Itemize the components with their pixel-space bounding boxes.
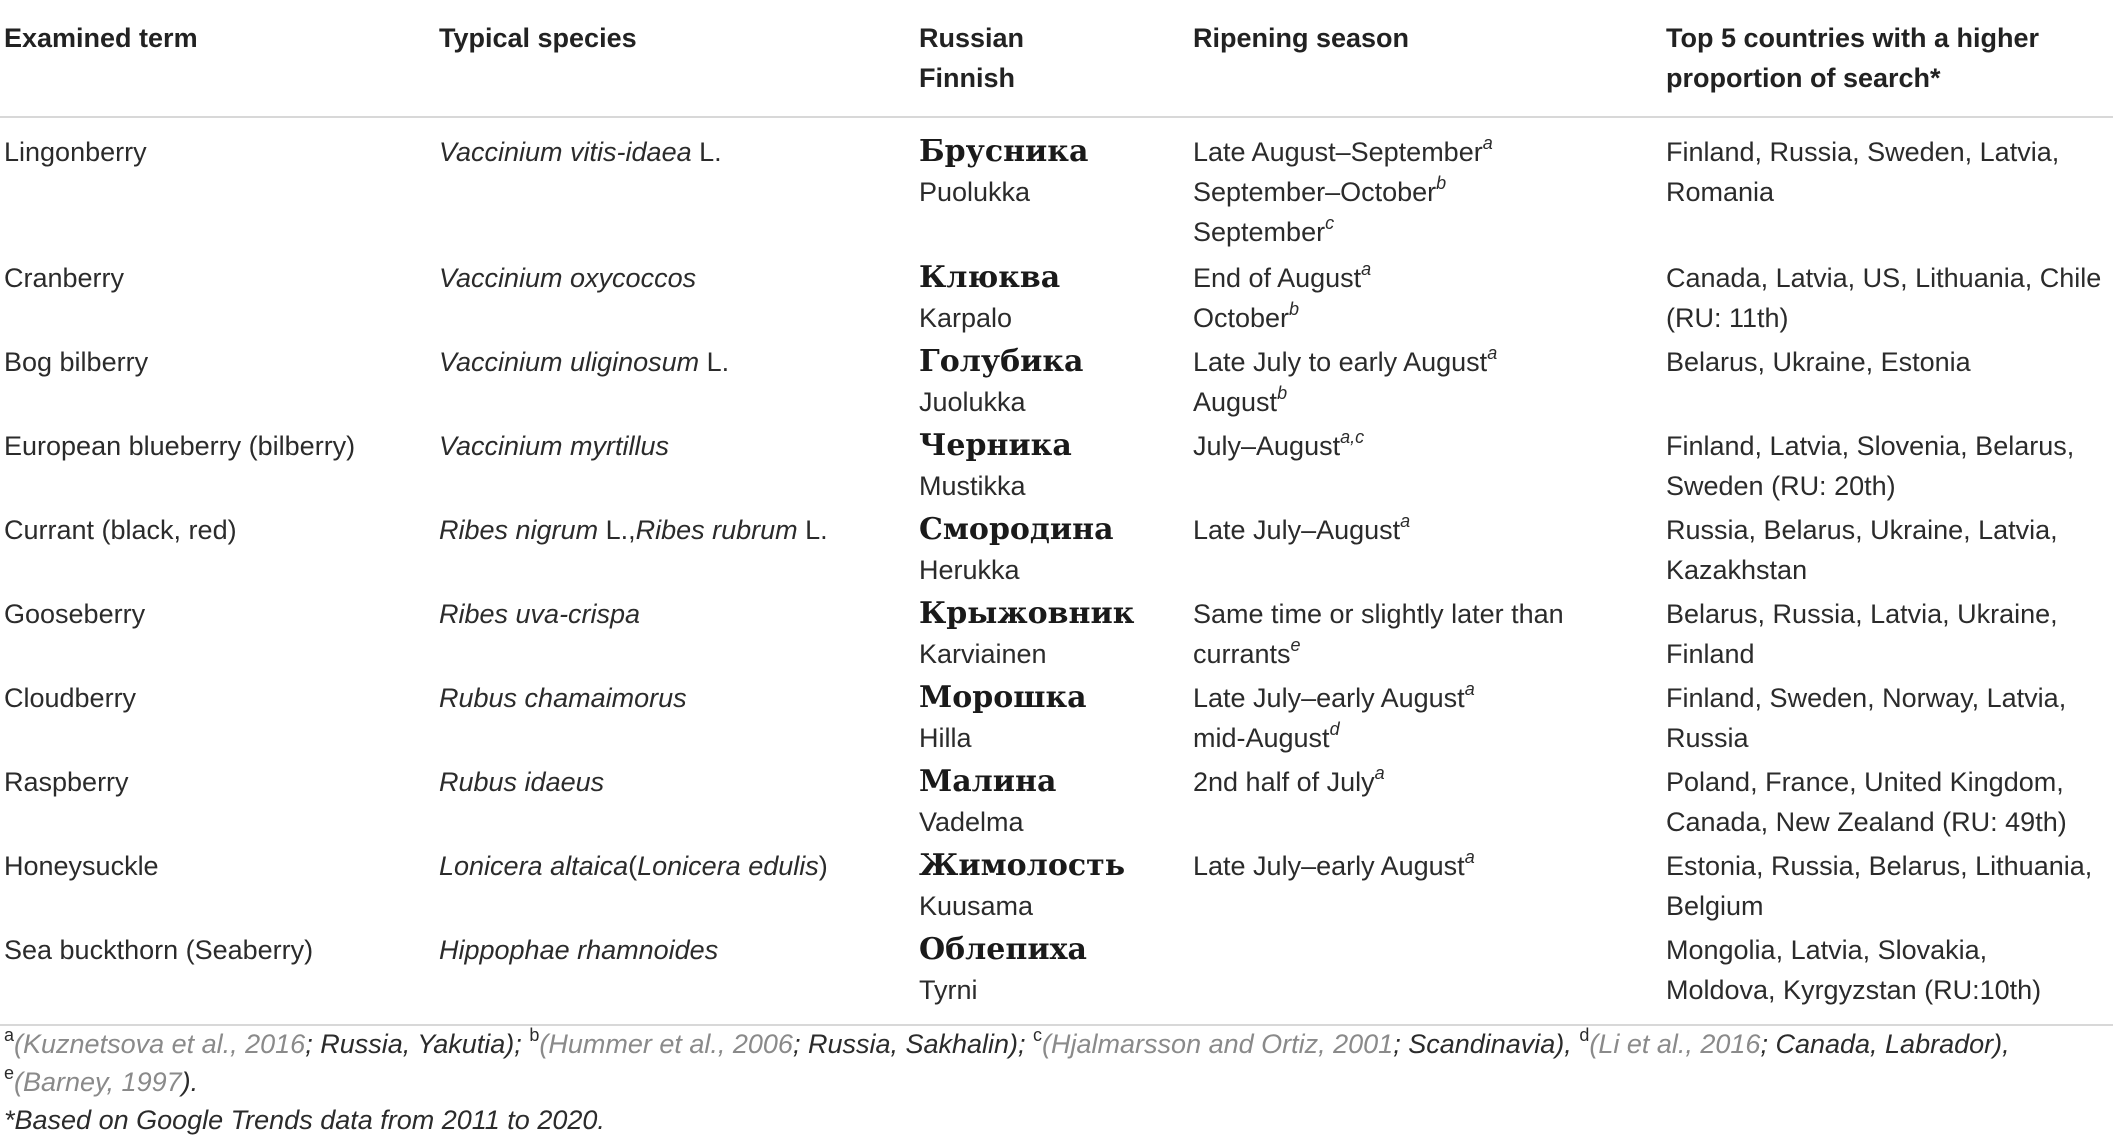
species-authority: L. — [691, 137, 722, 167]
cell-top5-countries — [1662, 426, 2113, 510]
countries-line: Belarus, Ukraine, Estonia — [1666, 347, 1971, 377]
cell-ripening-season — [1189, 342, 1662, 426]
cell-russian-finnish — [915, 426, 1189, 510]
countries-line: Canada, New Zealand (RU: 49th) — [1666, 807, 2067, 837]
finnish-name: Tyrni — [919, 975, 978, 1005]
finnish-name: Puolukka — [919, 177, 1031, 207]
season-text: 2nd half of July — [1193, 767, 1375, 797]
season-text: mid-August — [1193, 723, 1330, 753]
countries-line: Estonia, Russia, Belarus, Lithuania, — [1666, 851, 2093, 881]
cell-top5-countries — [1662, 678, 2113, 762]
russian-name: Смородина — [919, 512, 1114, 547]
season-footnote-marker: a — [1464, 847, 1475, 867]
header-top5-line2: proportion of search* — [1666, 63, 1941, 93]
cell-ripening-season — [1189, 930, 1662, 1025]
cell-ripening-season — [1189, 510, 1662, 594]
cell-russian-finnish — [915, 846, 1189, 930]
footnote-b-marker: b — [529, 1025, 540, 1045]
countries-line: Russia — [1666, 723, 1749, 753]
footnote-d-citation[interactable]: (Li et al., 2016 — [1589, 1029, 1761, 1059]
cell-ripening-season — [1189, 426, 1662, 510]
footnote-c-citation[interactable]: (Hjalmarsson and Ortiz, 2001 — [1042, 1029, 1394, 1059]
cell-top5-countries — [1662, 930, 2113, 1025]
finnish-name: Vadelma — [919, 807, 1024, 837]
russian-name: Клюква — [919, 260, 1061, 295]
countries-line: (RU: 11th) — [1666, 303, 1789, 333]
season-text: August — [1193, 387, 1278, 417]
cell-typical-species — [435, 342, 915, 426]
finnish-name: Herukka — [919, 555, 1020, 585]
season-text: Late July–August — [1193, 515, 1401, 545]
species-name-2: Lonicera edulis — [637, 851, 819, 881]
countries-line: Canada, Latvia, US, Lithuania, Chile — [1666, 263, 2102, 293]
russian-name: Черника — [919, 428, 1072, 463]
season-line — [1193, 212, 1662, 252]
season-line — [1193, 132, 1662, 172]
table-header-row — [0, 18, 2113, 117]
season-footnote-marker: a — [1374, 763, 1385, 783]
countries-line: Mongolia, Latvia, Slovakia, — [1666, 935, 1988, 965]
finnish-name: Mustikka — [919, 471, 1026, 501]
footnote-references-line2 — [4, 1063, 2104, 1101]
season-footnote-marker: a — [1400, 511, 1411, 531]
berries-table — [0, 18, 2113, 1026]
cell-typical-species — [435, 930, 915, 1025]
species-authority: L. — [699, 347, 730, 377]
cell-ripening-season — [1189, 594, 1662, 678]
season-text: Late July to early August — [1193, 347, 1488, 377]
season-footnote-marker: c — [1325, 213, 1335, 233]
footnote-e-marker: e — [4, 1063, 15, 1083]
species-authority: L., — [598, 515, 636, 545]
cell-typical-species — [435, 678, 915, 762]
table-row — [0, 594, 2113, 678]
cell-ripening-season — [1189, 762, 1662, 846]
finnish-name: Kuusama — [919, 891, 1034, 921]
countries-line: Finland — [1666, 639, 1755, 669]
table-footnotes — [4, 1025, 2104, 1139]
countries-line: Russia, Belarus, Ukraine, Latvia, — [1666, 515, 2058, 545]
cell-typical-species — [435, 762, 915, 846]
countries-line: Belarus, Russia, Latvia, Ukraine, — [1666, 599, 2058, 629]
footnote-e-citation[interactable]: (Barney, 1997 — [14, 1067, 182, 1097]
cell-top5-countries — [1662, 846, 2113, 930]
season-text: July–August — [1193, 431, 1341, 461]
cell-top5-countries — [1662, 342, 2113, 426]
cell-typical-species — [435, 846, 915, 930]
cell-examined-term: Bog bilberry — [4, 347, 149, 377]
russian-name: Морошка — [919, 680, 1087, 715]
species-name: Vaccinium myrtillus — [439, 431, 670, 461]
footnote-a-citation[interactable]: (Kuznetsova et al., 2016 — [14, 1029, 306, 1059]
finnish-name: Juolukka — [919, 387, 1026, 417]
cell-ripening-season — [1189, 258, 1662, 342]
species-authority-2: L. — [797, 515, 828, 545]
season-text: Late July–early August — [1193, 683, 1465, 713]
table-row — [0, 426, 2113, 510]
footnote-d-text: ; Canada, Labrador), — [1760, 1029, 2010, 1059]
species-name: Lonicera altaica — [439, 851, 629, 881]
finnish-name: Hilla — [919, 723, 972, 753]
season-text: Late July–early August — [1193, 851, 1465, 881]
season-text: September — [1193, 217, 1326, 247]
header-top5-line1: Top 5 countries with a higher — [1666, 23, 2040, 53]
season-line — [1193, 594, 1662, 634]
footnote-d-marker: d — [1579, 1025, 1590, 1045]
season-text: October — [1193, 303, 1290, 333]
footnote-e-text: ). — [181, 1067, 199, 1097]
cell-examined-term: Sea buckthorn (Seaberry) — [4, 935, 314, 965]
russian-name: Голубика — [919, 344, 1084, 379]
season-footnote-marker: d — [1329, 719, 1340, 739]
season-line — [1193, 510, 1662, 550]
cell-examined-term: Currant (black, red) — [4, 515, 237, 545]
russian-name: Жимолость — [919, 848, 1126, 883]
cell-russian-finnish — [915, 510, 1189, 594]
russian-name: Крыжовник — [919, 596, 1135, 631]
countries-line: Kazakhstan — [1666, 555, 1808, 585]
cell-ripening-season — [1189, 678, 1662, 762]
season-footnote-marker: a — [1361, 259, 1372, 279]
season-line — [1193, 342, 1662, 382]
cell-ripening-season — [1189, 117, 1662, 258]
cell-top5-countries — [1662, 594, 2113, 678]
cell-examined-term: Lingonberry — [4, 137, 147, 167]
cell-russian-finnish — [915, 258, 1189, 342]
countries-line: Moldova, Kyrgyzstan (RU:10th) — [1666, 975, 2042, 1005]
season-text: currants — [1193, 639, 1291, 669]
cell-russian-finnish — [915, 117, 1189, 258]
table-row — [0, 930, 2113, 1025]
cell-russian-finnish — [915, 594, 1189, 678]
footnote-references — [4, 1025, 2104, 1063]
russian-name: Облепиха — [919, 932, 1087, 967]
season-text: Same time or slightly later than — [1193, 599, 1564, 629]
season-footnote-marker: a,c — [1340, 427, 1365, 447]
season-line — [1193, 762, 1662, 802]
species-name: Vaccinium uliginosum — [439, 347, 700, 377]
species-authority: ( — [628, 851, 638, 881]
cell-typical-species — [435, 594, 915, 678]
countries-line: Finland, Sweden, Norway, Latvia, — [1666, 683, 2067, 713]
cell-russian-finnish — [915, 930, 1189, 1025]
table-row — [0, 678, 2113, 762]
season-line — [1193, 634, 1662, 674]
cell-top5-countries — [1662, 258, 2113, 342]
russian-name: Малина — [919, 764, 1057, 799]
species-name-2: Ribes rubrum — [635, 515, 798, 545]
cell-ripening-season — [1189, 846, 1662, 930]
season-line — [1193, 382, 1662, 422]
countries-line: Sweden (RU: 20th) — [1666, 471, 1896, 501]
cell-typical-species — [435, 426, 915, 510]
species-name: Hippophae rhamnoides — [439, 935, 719, 965]
cell-examined-term: Raspberry — [4, 767, 129, 797]
season-footnote-marker: b — [1289, 299, 1300, 319]
finnish-name: Karpalo — [919, 303, 1013, 333]
season-footnote-marker: b — [1277, 383, 1288, 403]
header-ripening-season: Ripening season — [1193, 23, 1410, 53]
cell-typical-species — [435, 117, 915, 258]
cell-typical-species — [435, 258, 915, 342]
countries-line: Belgium — [1666, 891, 1764, 921]
season-text: September–October — [1193, 177, 1437, 207]
season-line — [1193, 426, 1662, 466]
table-row — [0, 846, 2113, 930]
season-text: End of August — [1193, 263, 1362, 293]
footnote-a-text: ; Russia, Yakutia); — [305, 1029, 530, 1059]
season-line — [1193, 298, 1662, 338]
species-name: Ribes nigrum — [439, 515, 599, 545]
russian-name: Брусника — [919, 134, 1089, 169]
season-footnote-marker: a — [1464, 679, 1475, 699]
footnote-b-text: ; Russia, Sakhalin); — [792, 1029, 1034, 1059]
season-line — [1193, 846, 1662, 886]
footnote-c-text: ; Scandinavia), — [1393, 1029, 1580, 1059]
cell-typical-species — [435, 510, 915, 594]
countries-line: Poland, France, United Kingdom, — [1666, 767, 2064, 797]
season-line — [1193, 678, 1662, 718]
cell-examined-term: Gooseberry — [4, 599, 146, 629]
footnote-star-note: *Based on Google Trends data from 2011 to 2020. — [4, 1105, 605, 1135]
footnote-a-marker: a — [4, 1025, 15, 1045]
table-row — [0, 258, 2113, 342]
season-text: Late August–September — [1193, 137, 1483, 167]
cell-russian-finnish — [915, 762, 1189, 846]
season-footnote-marker: e — [1290, 635, 1301, 655]
species-authority-2: ) — [818, 851, 828, 881]
header-russian: Russian — [919, 23, 1025, 53]
header-typical-species: Typical species — [439, 23, 637, 53]
species-name: Rubus chamaimorus — [439, 683, 687, 713]
cell-russian-finnish — [915, 342, 1189, 426]
header-examined-term: Examined term — [4, 23, 198, 53]
season-line — [1193, 172, 1662, 212]
cell-russian-finnish — [915, 678, 1189, 762]
cell-top5-countries — [1662, 510, 2113, 594]
countries-line: Finland, Latvia, Slovenia, Belarus, — [1666, 431, 2075, 461]
cell-top5-countries — [1662, 117, 2113, 258]
season-footnote-marker: b — [1436, 173, 1447, 193]
season-line — [1193, 718, 1662, 758]
footnote-c-marker: c — [1033, 1025, 1043, 1045]
table-row — [0, 117, 2113, 258]
species-name: Ribes uva-crispa — [439, 599, 641, 629]
cell-top5-countries — [1662, 762, 2113, 846]
cell-examined-term: Cloudberry — [4, 683, 137, 713]
cell-examined-term: Honeysuckle — [4, 851, 159, 881]
header-russian-finnish — [915, 18, 1189, 117]
finnish-name: Karviainen — [919, 639, 1047, 669]
species-name: Vaccinium oxycoccos — [439, 263, 697, 293]
countries-line: Romania — [1666, 177, 1775, 207]
header-top5-countries — [1662, 18, 2113, 117]
table-row — [0, 342, 2113, 426]
cell-examined-term: Cranberry — [4, 263, 125, 293]
countries-line: Finland, Russia, Sweden, Latvia, — [1666, 137, 2060, 167]
season-footnote-marker: a — [1482, 133, 1493, 153]
footnote-b-citation[interactable]: (Hummer et al., 2006 — [539, 1029, 793, 1059]
table-row — [0, 762, 2113, 846]
season-line — [1193, 258, 1662, 298]
cell-examined-term: European blueberry (bilberry) — [4, 431, 356, 461]
table-row — [0, 510, 2113, 594]
header-finnish: Finnish — [919, 63, 1015, 93]
species-name: Vaccinium vitis-idaea — [439, 137, 692, 167]
season-footnote-marker: a — [1487, 343, 1498, 363]
species-name: Rubus idaeus — [439, 767, 605, 797]
